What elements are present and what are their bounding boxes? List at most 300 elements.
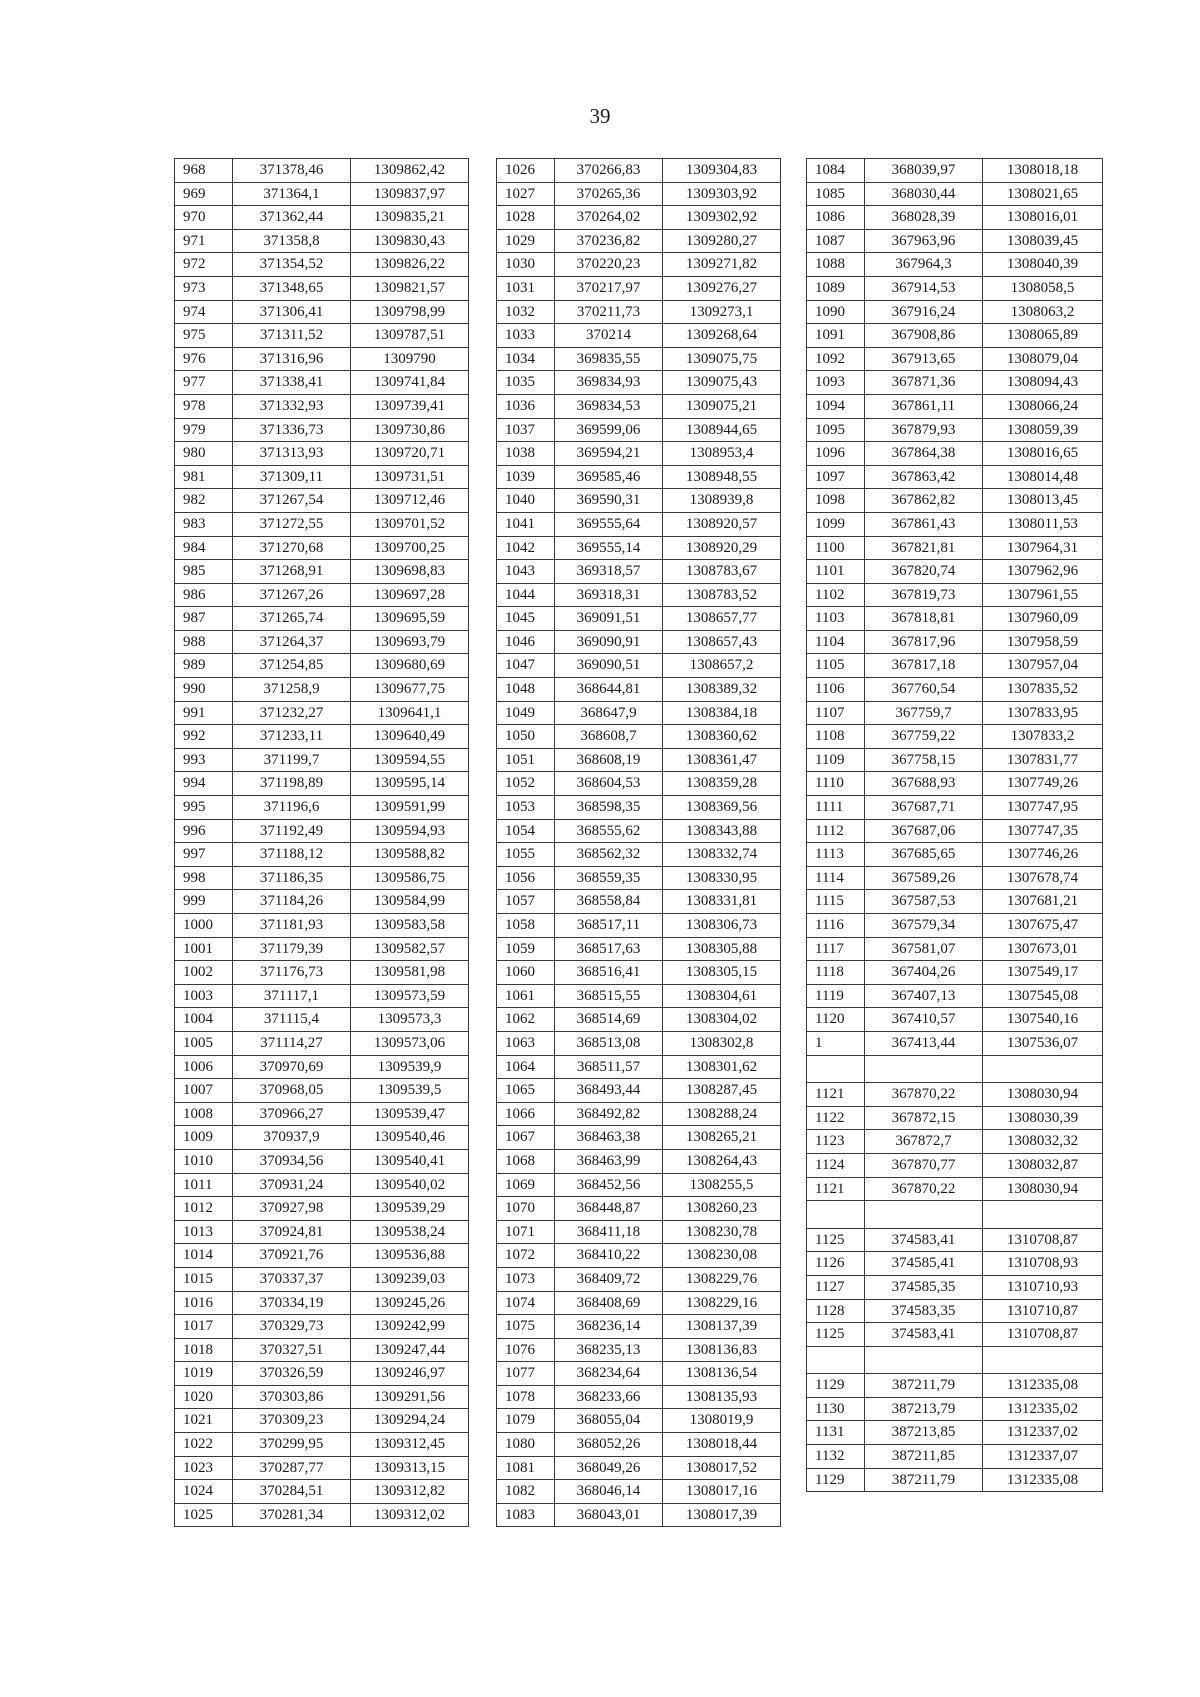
table-row (175, 843, 469, 867)
table-row (807, 984, 1103, 1008)
table-row (175, 276, 469, 300)
y-coordinate: 1307957,04 (983, 654, 1103, 678)
table-row (497, 1409, 781, 1433)
table-row (807, 536, 1103, 560)
point-number: 1119 (807, 984, 865, 1008)
y-coordinate: 1309539,29 (351, 1197, 469, 1221)
page-number: 39 (589, 104, 611, 128)
y-coordinate: 1309539,5 (351, 1079, 469, 1103)
table-row (175, 1031, 469, 1055)
x-coordinate: 368411,18 (555, 1220, 663, 1244)
y-coordinate: 1309581,98 (351, 961, 469, 985)
table-row (807, 418, 1103, 442)
y-coordinate: 1307540,16 (983, 1008, 1103, 1032)
table-row (175, 607, 469, 631)
point-number: 1056 (497, 866, 555, 890)
x-coordinate: 367819,73 (865, 583, 983, 607)
table-row (175, 1197, 469, 1221)
table-row (175, 1315, 469, 1339)
point-number: 1124 (807, 1153, 865, 1177)
y-coordinate: 1309075,43 (663, 371, 781, 395)
x-coordinate: 371258,9 (233, 678, 351, 702)
y-coordinate: 1307746,26 (983, 843, 1103, 867)
table-row (807, 1083, 1103, 1107)
point-number: 1038 (497, 442, 555, 466)
table-row (807, 1346, 1103, 1374)
y-coordinate: 1309304,83 (663, 159, 781, 183)
y-coordinate: 1309540,02 (351, 1173, 469, 1197)
y-coordinate: 1307678,74 (983, 866, 1103, 890)
x-coordinate: 370968,05 (233, 1079, 351, 1103)
point-number: 1090 (807, 300, 865, 324)
table-row (807, 890, 1103, 914)
y-coordinate: 1309594,93 (351, 819, 469, 843)
y-coordinate: 1309271,82 (663, 253, 781, 277)
x-coordinate: 368555,62 (555, 819, 663, 843)
x-coordinate: 368644,81 (555, 678, 663, 702)
point-number: 1008 (175, 1102, 233, 1126)
x-coordinate: 368463,38 (555, 1126, 663, 1150)
y-coordinate: 1308657,2 (663, 654, 781, 678)
y-coordinate: 1309239,03 (351, 1267, 469, 1291)
x-coordinate: 368492,82 (555, 1102, 663, 1126)
x-coordinate: 367864,38 (865, 442, 983, 466)
x-coordinate: 370326,59 (233, 1362, 351, 1386)
point-number: 1080 (497, 1433, 555, 1457)
point-number: 969 (175, 182, 233, 206)
y-coordinate: 1308657,43 (663, 630, 781, 654)
point-number: 1125 (807, 1323, 865, 1347)
point-number: 1107 (807, 701, 865, 725)
table-row (497, 796, 781, 820)
x-coordinate: 368408,69 (555, 1291, 663, 1315)
y-coordinate: 1308136,83 (663, 1338, 781, 1362)
point-number: 1120 (807, 1008, 865, 1032)
y-coordinate: 1308058,5 (983, 276, 1103, 300)
point-number: 973 (175, 276, 233, 300)
point-number: 1003 (175, 984, 233, 1008)
table-row (175, 512, 469, 536)
point-number: 1016 (175, 1291, 233, 1315)
y-coordinate: 1309246,97 (351, 1362, 469, 1386)
table-row (807, 1177, 1103, 1201)
x-coordinate: 367817,96 (865, 630, 983, 654)
table-row (497, 371, 781, 395)
point-number: 985 (175, 560, 233, 584)
y-coordinate: 1309291,56 (351, 1385, 469, 1409)
x-coordinate: 368448,87 (555, 1197, 663, 1221)
point-number: 1095 (807, 418, 865, 442)
y-coordinate: 1309862,42 (351, 159, 469, 183)
table-row (175, 819, 469, 843)
point-number: 1123 (807, 1130, 865, 1154)
y-coordinate: 1307958,59 (983, 630, 1103, 654)
y-coordinate: 1309700,25 (351, 536, 469, 560)
x-coordinate: 370284,51 (233, 1480, 351, 1504)
table-row (175, 536, 469, 560)
point-number: 1015 (175, 1267, 233, 1291)
x-coordinate: 370265,36 (555, 182, 663, 206)
table-row (807, 914, 1103, 938)
point-number: 974 (175, 300, 233, 324)
x-coordinate: 367589,26 (865, 866, 983, 890)
x-coordinate: 387213,79 (865, 1397, 983, 1421)
x-coordinate: 371184,26 (233, 890, 351, 914)
x-coordinate: 368409,72 (555, 1267, 663, 1291)
x-coordinate: 370264,02 (555, 206, 663, 230)
x-coordinate: 369090,91 (555, 630, 663, 654)
y-coordinate: 1309538,24 (351, 1220, 469, 1244)
x-coordinate: 369091,51 (555, 607, 663, 631)
point-number: 1097 (807, 465, 865, 489)
x-coordinate: 368028,39 (865, 206, 983, 230)
x-coordinate: 370327,51 (233, 1338, 351, 1362)
point-number: 979 (175, 418, 233, 442)
point-number: 971 (175, 229, 233, 253)
x-coordinate: 368598,35 (555, 796, 663, 820)
y-coordinate: 1308018,44 (663, 1433, 781, 1457)
x-coordinate: 367870,22 (865, 1177, 983, 1201)
y-coordinate: 1308039,45 (983, 229, 1103, 253)
table-row (175, 1220, 469, 1244)
y-coordinate: 1309584,99 (351, 890, 469, 914)
point-number: 1005 (175, 1031, 233, 1055)
point-number: 1132 (807, 1445, 865, 1469)
x-coordinate: 368236,14 (555, 1315, 663, 1339)
point-number: 993 (175, 748, 233, 772)
point-number: 970 (175, 206, 233, 230)
y-coordinate: 1308019,9 (663, 1409, 781, 1433)
x-coordinate: 371358,8 (233, 229, 351, 253)
x-coordinate: 368515,55 (555, 984, 663, 1008)
point-number: 1028 (497, 206, 555, 230)
point-number: 1103 (807, 607, 865, 631)
x-coordinate: 367914,53 (865, 276, 983, 300)
x-coordinate: 371336,73 (233, 418, 351, 442)
y-coordinate: 1308018,18 (983, 159, 1103, 183)
point-number: 1106 (807, 678, 865, 702)
table-row (497, 300, 781, 324)
x-coordinate: 367410,57 (865, 1008, 983, 1032)
table-row (175, 1338, 469, 1362)
point-number: 977 (175, 371, 233, 395)
point-number: 1083 (497, 1503, 555, 1527)
point-number: 1019 (175, 1362, 233, 1386)
point-number: 1054 (497, 819, 555, 843)
x-coordinate: 368608,19 (555, 748, 663, 772)
x-coordinate: 371181,93 (233, 914, 351, 938)
point-number: 986 (175, 583, 233, 607)
y-coordinate: 1309731,51 (351, 465, 469, 489)
y-coordinate: 1308332,74 (663, 843, 781, 867)
table-row (175, 418, 469, 442)
point-number: 1069 (497, 1173, 555, 1197)
point-number: 1043 (497, 560, 555, 584)
point-number: 1068 (497, 1149, 555, 1173)
y-coordinate: 1309790 (351, 347, 469, 371)
x-coordinate: 370937,9 (233, 1126, 351, 1150)
x-coordinate: 367820,74 (865, 560, 983, 584)
y-coordinate: 1309594,55 (351, 748, 469, 772)
x-coordinate: 371264,37 (233, 630, 351, 654)
x-coordinate: 368511,57 (555, 1055, 663, 1079)
table-row (175, 796, 469, 820)
coordinate-table-2 (496, 158, 781, 1527)
table-row (807, 206, 1103, 230)
point-number (807, 1055, 865, 1083)
x-coordinate: 368517,63 (555, 937, 663, 961)
point-number: 1013 (175, 1220, 233, 1244)
y-coordinate: 1309573,3 (351, 1008, 469, 1032)
point-number: 1079 (497, 1409, 555, 1433)
y-coordinate: 1308343,88 (663, 819, 781, 843)
x-coordinate: 370934,56 (233, 1149, 351, 1173)
point-number: 1122 (807, 1106, 865, 1130)
table-row (807, 1201, 1103, 1229)
table-row (175, 465, 469, 489)
point-number: 1125 (807, 1228, 865, 1252)
point-number: 972 (175, 253, 233, 277)
x-coordinate: 374583,41 (865, 1228, 983, 1252)
y-coordinate: 1309303,92 (663, 182, 781, 206)
y-coordinate: 1308230,08 (663, 1244, 781, 1268)
x-coordinate: 370299,95 (233, 1433, 351, 1457)
y-coordinate: 1308136,54 (663, 1362, 781, 1386)
x-coordinate: 370281,34 (233, 1503, 351, 1527)
x-coordinate: 371378,46 (233, 159, 351, 183)
table-row (497, 1267, 781, 1291)
point-number: 1126 (807, 1252, 865, 1276)
table-row (175, 1480, 469, 1504)
y-coordinate: 1309837,97 (351, 182, 469, 206)
y-coordinate: 1309730,86 (351, 418, 469, 442)
point-number: 1110 (807, 772, 865, 796)
point-number: 1116 (807, 914, 865, 938)
y-coordinate: 1312337,02 (983, 1421, 1103, 1445)
point-number: 1017 (175, 1315, 233, 1339)
table-row (175, 890, 469, 914)
table-row (807, 1031, 1103, 1055)
x-coordinate: 370966,27 (233, 1102, 351, 1126)
x-coordinate: 369599,06 (555, 418, 663, 442)
point-number: 1010 (175, 1149, 233, 1173)
table-row (175, 1291, 469, 1315)
x-coordinate: 374585,35 (865, 1275, 983, 1299)
y-coordinate: 1308229,16 (663, 1291, 781, 1315)
table-row (807, 1153, 1103, 1177)
x-coordinate: 367760,54 (865, 678, 983, 702)
table-row (175, 442, 469, 466)
x-coordinate: 371362,44 (233, 206, 351, 230)
y-coordinate: 1310708,87 (983, 1323, 1103, 1347)
y-coordinate: 1308032,87 (983, 1153, 1103, 1177)
table-row (807, 1275, 1103, 1299)
point-number: 990 (175, 678, 233, 702)
table-row (807, 489, 1103, 513)
table-row (807, 725, 1103, 749)
y-coordinate: 1308016,01 (983, 206, 1103, 230)
point-number: 1000 (175, 914, 233, 938)
y-coordinate: 1308369,56 (663, 796, 781, 820)
point-number: 1082 (497, 1480, 555, 1504)
y-coordinate: 1309695,59 (351, 607, 469, 631)
point-number: 982 (175, 489, 233, 513)
x-coordinate: 370927,98 (233, 1197, 351, 1221)
table-row (497, 442, 781, 466)
table-row (497, 654, 781, 678)
x-coordinate: 368052,26 (555, 1433, 663, 1457)
x-coordinate: 371306,41 (233, 300, 351, 324)
y-coordinate: 1308229,76 (663, 1267, 781, 1291)
table-row (497, 607, 781, 631)
x-coordinate: 367413,44 (865, 1031, 983, 1055)
y-coordinate: 1312337,07 (983, 1445, 1103, 1469)
table-row (497, 937, 781, 961)
x-coordinate (865, 1055, 983, 1083)
table-row (175, 1008, 469, 1032)
table-row (175, 206, 469, 230)
table-row (497, 253, 781, 277)
point-number: 1099 (807, 512, 865, 536)
point-number: 981 (175, 465, 233, 489)
table-row (497, 866, 781, 890)
x-coordinate: 370970,69 (233, 1055, 351, 1079)
table-row (497, 347, 781, 371)
table-row (497, 1220, 781, 1244)
point-number: 1085 (807, 182, 865, 206)
x-coordinate: 370921,76 (233, 1244, 351, 1268)
table-row (497, 394, 781, 418)
x-coordinate: 370303,86 (233, 1385, 351, 1409)
table-row (807, 937, 1103, 961)
table-row (175, 961, 469, 985)
point-number: 1115 (807, 890, 865, 914)
x-coordinate: 368046,14 (555, 1480, 663, 1504)
table-row (175, 937, 469, 961)
point-number: 1041 (497, 512, 555, 536)
table-row (807, 512, 1103, 536)
table-row (807, 1228, 1103, 1252)
table-row (497, 1315, 781, 1339)
y-coordinate: 1309680,69 (351, 654, 469, 678)
x-coordinate: 367587,53 (865, 890, 983, 914)
y-coordinate (983, 1201, 1103, 1229)
point-number: 1096 (807, 442, 865, 466)
y-coordinate: 1308953,4 (663, 442, 781, 466)
y-coordinate: 1307962,96 (983, 560, 1103, 584)
x-coordinate: 371311,52 (233, 324, 351, 348)
point-number: 999 (175, 890, 233, 914)
x-coordinate: 368452,56 (555, 1173, 663, 1197)
table-row (497, 1433, 781, 1457)
point-number: 1101 (807, 560, 865, 584)
x-coordinate: 387211,85 (865, 1445, 983, 1469)
x-coordinate: 371267,54 (233, 489, 351, 513)
y-coordinate: 1309312,02 (351, 1503, 469, 1527)
y-coordinate: 1308944,65 (663, 418, 781, 442)
table-row (175, 159, 469, 183)
y-coordinate: 1309242,99 (351, 1315, 469, 1339)
y-coordinate: 1309539,47 (351, 1102, 469, 1126)
x-coordinate: 371313,93 (233, 442, 351, 466)
y-coordinate: 1309247,44 (351, 1338, 469, 1362)
table-row (497, 1031, 781, 1055)
x-coordinate: 368463,99 (555, 1149, 663, 1173)
table-row (497, 819, 781, 843)
x-coordinate: 367870,22 (865, 1083, 983, 1107)
point-number: 994 (175, 772, 233, 796)
table-row (497, 1244, 781, 1268)
table-row (175, 1055, 469, 1079)
x-coordinate: 369318,57 (555, 560, 663, 584)
y-coordinate: 1309540,41 (351, 1149, 469, 1173)
point-number: 1074 (497, 1291, 555, 1315)
x-coordinate: 368233,66 (555, 1385, 663, 1409)
x-coordinate: 370214 (555, 324, 663, 348)
point-number: 1042 (497, 536, 555, 560)
y-coordinate: 1309739,41 (351, 394, 469, 418)
table-row (807, 630, 1103, 654)
table-row (807, 371, 1103, 395)
table-row (175, 489, 469, 513)
point-number: 1067 (497, 1126, 555, 1150)
point-number: 998 (175, 866, 233, 890)
point-number: 1023 (175, 1456, 233, 1480)
y-coordinate: 1309583,58 (351, 914, 469, 938)
table-row (497, 914, 781, 938)
point-number: 995 (175, 796, 233, 820)
table-row (497, 1079, 781, 1103)
table-row (807, 229, 1103, 253)
y-coordinate: 1308360,62 (663, 725, 781, 749)
x-coordinate: 371268,91 (233, 560, 351, 584)
point-number: 1 (807, 1031, 865, 1055)
y-coordinate: 1309712,46 (351, 489, 469, 513)
y-coordinate: 1309276,27 (663, 276, 781, 300)
table-row (497, 560, 781, 584)
y-coordinate: 1308920,29 (663, 536, 781, 560)
x-coordinate: 368493,44 (555, 1079, 663, 1103)
point-number: 1004 (175, 1008, 233, 1032)
y-coordinate: 1308301,62 (663, 1055, 781, 1079)
table-row (807, 159, 1103, 183)
table-row (175, 182, 469, 206)
x-coordinate: 368516,41 (555, 961, 663, 985)
point-number: 1065 (497, 1079, 555, 1103)
point-number: 1081 (497, 1456, 555, 1480)
point-number: 1073 (497, 1267, 555, 1291)
y-coordinate: 1308302,8 (663, 1031, 781, 1055)
y-coordinate: 1307545,08 (983, 984, 1103, 1008)
x-coordinate: 368647,9 (555, 701, 663, 725)
y-coordinate: 1309273,1 (663, 300, 781, 324)
table-row (807, 347, 1103, 371)
y-coordinate: 1309677,75 (351, 678, 469, 702)
y-coordinate: 1309312,82 (351, 1480, 469, 1504)
table-row (175, 1079, 469, 1103)
point-number: 1035 (497, 371, 555, 395)
table-row (497, 1102, 781, 1126)
y-coordinate: 1307835,52 (983, 678, 1103, 702)
x-coordinate: 367861,11 (865, 394, 983, 418)
point-number: 1128 (807, 1299, 865, 1323)
x-coordinate: 367759,22 (865, 725, 983, 749)
table-row (175, 1102, 469, 1126)
y-coordinate: 1308014,48 (983, 465, 1103, 489)
x-coordinate: 387211,79 (865, 1374, 983, 1398)
table-row (175, 1503, 469, 1527)
point-number: 1006 (175, 1055, 233, 1079)
